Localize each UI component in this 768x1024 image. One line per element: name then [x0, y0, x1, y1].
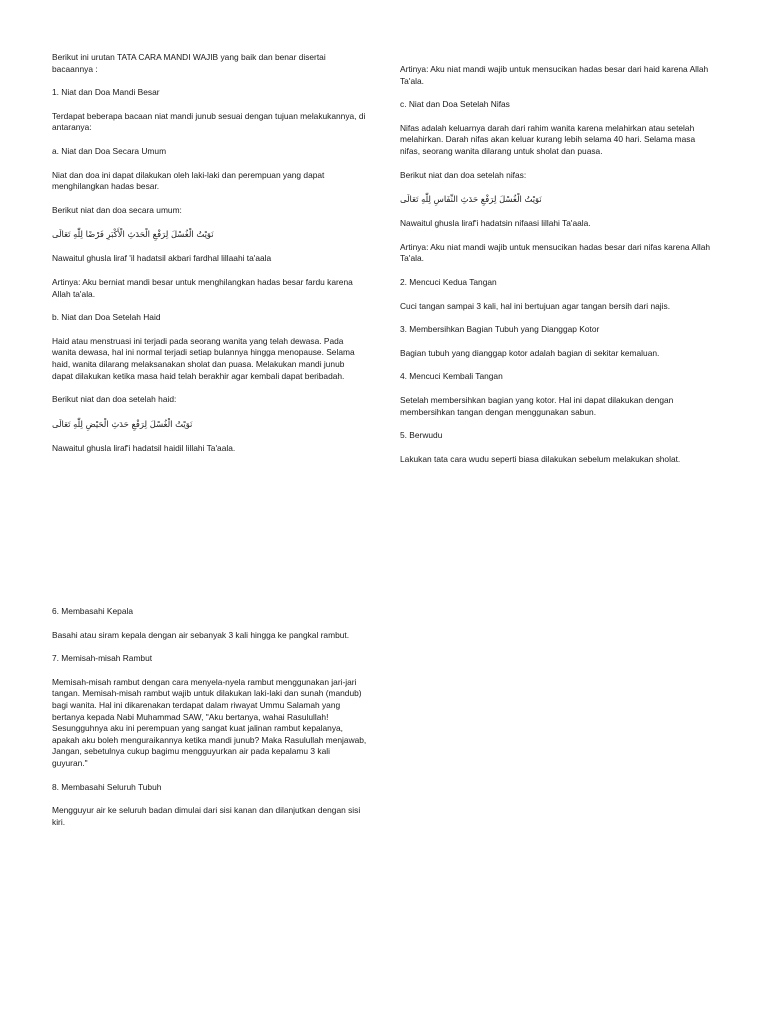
paragraph: Basahi atau siram kepala dengan air sebanyak 3 kali hingga ke pangkal rambut.: [52, 629, 350, 640]
paragraph: Bagian tubuh yang dianggap kotor adalah bagian di sekitar kemaluan.: [400, 347, 660, 358]
section-heading-8-membasahi-seluruh-tubuh: 8. Membasahi Seluruh Tubuh: [52, 781, 162, 792]
section-heading-7-memisah-misah-rambut: 7. Memisah-misah Rambut: [52, 653, 153, 664]
paragraph: Berikut niat dan doa secara umum:: [52, 204, 182, 215]
paragraph: Berikut niat dan doa setelah nifas:: [400, 169, 527, 180]
left-column-top: [52, 52, 367, 466]
paragraph: Artinya: Aku niat mandi wajib untuk mensucikan hadas besar dari haid karena Allah Ta'ala.: [400, 64, 709, 86]
section-heading-2-mencuci-kedua-tangan: 2. Mencuci Kedua Tangan: [400, 276, 497, 287]
arabic-prayer-text: نَوَيْتُ الْغُسْلَ لِرَفْعِ حَدَثِ النِّفَاسِ لِلّٰهِ تَعَالَى: [400, 194, 542, 205]
left-column-bottom: [52, 606, 367, 840]
paragraph: Setelah membersihkan bagian yang kotor. Hal ini dapat dilakukan dengan membersihkan tangan dengan menggunakan sabun.: [400, 394, 674, 417]
paragraph: Memisah-misah rambut dengan cara menyela-nyela rambut menggunakan jari-jari tangan. Memisah-misah rambut wajib untuk dilakukan laki-laki dan sunah (mandub) bagi wanita. Hal ini dikarenakan terdapat dalam riwayat Ummu Salamah yang bertanya kepada Nabi Muhammad SAW, "Aku bertanya, wahai Rasulullah! Sesungguhnya aku ini perempuan yang sangat kuat jalinan rambut kepalanya, apakah aku boleh menguraikannya ketika mandi junub? Maka Rasulullah menjawab, Jangan, sebetulnya cukup bagimu mengguyurkan air pada kepalamu 3 kali guyuran.": [52, 676, 367, 768]
paragraph: Berikut ini urutan TATA CARA MANDI WAJIB yang baik dan benar disertai bacaannya :: [52, 52, 326, 74]
paragraph: Cuci tangan sampai 3 kali, hal ini bertujuan agar tangan bersih dari najis.: [400, 300, 671, 311]
right-column-top: [400, 64, 712, 477]
paragraph: Mengguyur air ke seluruh badan dimulai dari sisi kanan dan dilanjutkan dengan sisi kiri.: [52, 805, 361, 827]
paragraph: Berikut niat dan doa setelah haid:: [52, 394, 177, 405]
arabic-prayer-text: نَوَيْتُ الْغُسْلَ لِرَفْعِ الْحَدَثِ الْأَكْبَرِ فَرْضًا لِلّٰهِ تَعَالَى: [52, 229, 214, 240]
paragraph: Nifas adalah keluarnya darah dari rahim wanita karena melahirkan atau setelah melahirkan. Darah nifas akan keluar kurang lebih selama 40 hari. Selama masa nifas, seorang wanita dilarang untuk sholat dan puasa.: [400, 122, 696, 156]
paragraph: Nawaitul ghusla liraf 'il hadatsil akbari fardhal lillaahi ta'aala: [52, 253, 272, 264]
section-heading-3-membersihkan-bagian-tubuh-yang-diangga: 3. Membersihkan Bagian Tubuh yang Dianggap Kotor: [400, 324, 600, 335]
paragraph: Artinya: Aku berniat mandi besar untuk menghilangkan hadas besar fardu karena Allah ta'ala.: [52, 276, 353, 299]
paragraph: Haid atau menstruasi ini terjadi pada seorang wanita yang telah dewasa. Pada wanita dewasa, hal ini normal terjadi setiap bulannya hingga menopause. Selama haid, wanita dilarang melaksanakan sholat dan puasa. Melakukan mandi junub dapat dilakukan ketika masa haid telah berakhir agar kembali dapat beribadah.: [52, 335, 355, 381]
paragraph: Nawaitul ghusla liraf'i hadatsil haidil lillahi Ta'aala.: [52, 442, 236, 453]
section-heading-6-membasahi-kepala: 6. Membasahi Kepala: [52, 606, 134, 616]
paragraph: Lakukan tata cara wudu seperti biasa dilakukan sebelum melakukan sholat.: [400, 453, 681, 464]
paragraph: Artinya: Aku niat mandi wajib untuk mensucikan hadas besar dari nifas karena Allah Ta'ala.: [400, 241, 711, 264]
paragraph: Terdapat beberapa bacaan niat mandi junub sesuai dengan tujuan melakukannya, di antaranya:: [52, 110, 366, 133]
section-heading-c-niat-dan-doa-setelah-nifas: c. Niat dan Doa Setelah Nifas: [400, 99, 510, 110]
section-heading-a-niat-dan-doa-secara-umum: a. Niat dan Doa Secara Umum: [52, 145, 167, 156]
section-heading-4-mencuci-kembali-tangan: 4. Mencuci Kembali Tangan: [400, 371, 503, 382]
section-heading-5-berwudu: 5. Berwudu: [400, 430, 443, 441]
arabic-prayer-text: نَوَيْتُ الْغُسْلَ لِرَفْعِ حَدَثِ الْحَيْضِ لِلّٰهِ تَعَالَى: [52, 418, 193, 429]
paragraph: Niat dan doa ini dapat dilakukan oleh laki-laki dan perempuan yang dapat menghilangkan hadas besar.: [52, 169, 325, 192]
paragraph: Nawaitul ghusla liraf'i hadatsin nifaasi lillahi Ta'aala.: [400, 218, 591, 229]
section-heading-1-niat-dan-doa-mandi-besar: 1. Niat dan Doa Mandi Besar: [52, 87, 160, 98]
section-heading-b-niat-dan-doa-setelah-haid: b. Niat dan Doa Setelah Haid: [52, 312, 161, 323]
